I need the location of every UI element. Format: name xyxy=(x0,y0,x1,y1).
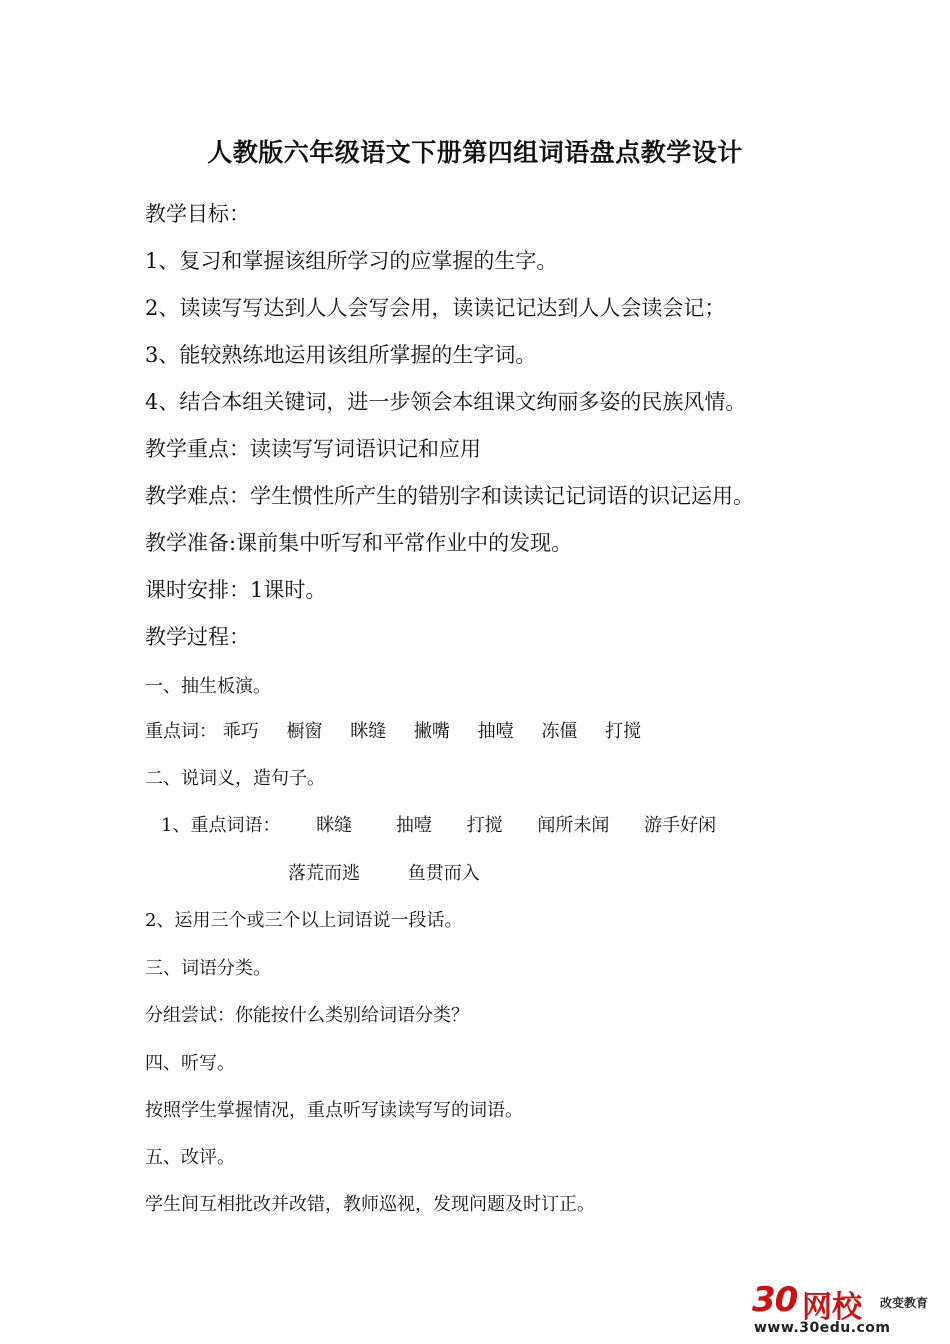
goal-item-1: 1、复习和掌握该组所学习的应掌握的生字。 xyxy=(145,249,558,273)
word-item: 橱窗 xyxy=(286,721,323,742)
goal-item-4: 4、结合本组关键词，进一步领会本组课文绚丽多姿的民族风情。 xyxy=(145,390,747,414)
step1-words-row xyxy=(145,717,641,743)
word-item: 抽噎 xyxy=(395,815,432,836)
logo-name: 网校 xyxy=(802,1290,862,1325)
word-item: 闻所未闻 xyxy=(537,815,610,836)
step3-heading: 三、词语分类。 xyxy=(145,958,271,979)
word-item: 游手好闲 xyxy=(644,815,717,836)
step5-heading: 五、改评。 xyxy=(145,1147,235,1168)
difficulties: 教学难点：学生惯性所产生的错别字和读读记记词语的识记运用。 xyxy=(145,484,754,508)
step2-label: 1、重点词语： xyxy=(161,815,281,836)
goal-item-2: 2、读读写写达到人人会写会用，读读记记达到人人会读会记； xyxy=(145,296,726,320)
word-item: 冻僵 xyxy=(541,721,578,742)
step5-text: 学生间互相批改并改错，教师巡视，发现问题及时订正。 xyxy=(145,1194,595,1215)
word-item: 打搅 xyxy=(605,721,642,742)
step2-heading: 二、说词义，造句子。 xyxy=(145,768,325,789)
goals-heading: 教学目标： xyxy=(145,202,250,226)
step4-text: 按照学生掌握情况，重点听写读读写写的词语。 xyxy=(145,1100,523,1121)
word-item: 乖巧 xyxy=(222,721,259,742)
word-item: 眯缝 xyxy=(350,721,387,742)
step3-text: 分组尝试：你能按什么类别给词语分类？ xyxy=(145,1005,469,1026)
word-item: 鱼贯而入 xyxy=(407,863,480,884)
step1-heading: 一、抽生板演。 xyxy=(145,676,271,697)
word-item: 打搅 xyxy=(466,815,503,836)
step1-label: 重点词： xyxy=(145,721,217,742)
preparation: 教学准备:课前集中听写和平常作业中的发现。 xyxy=(145,531,573,555)
document-title: 人教版六年级语文下册第四组词语盘点教学设计 xyxy=(207,138,743,167)
logo-url: www.30edu.com xyxy=(754,1320,891,1336)
process-heading: 教学过程： xyxy=(145,625,250,649)
word-item: 落荒而逃 xyxy=(288,863,360,884)
schedule: 课时安排：1课时。 xyxy=(145,578,327,602)
key-points: 教学重点：读读写写词语识记和应用 xyxy=(145,437,481,461)
word-item: 抽噎 xyxy=(477,721,514,742)
word-item: 眯缝 xyxy=(316,815,353,836)
logo-number: 30 xyxy=(752,1280,798,1320)
site-logo xyxy=(752,1280,942,1336)
logo-slogan: 改变教育 xyxy=(880,1296,929,1310)
step2-words-row-2 xyxy=(288,859,480,885)
goal-item-3: 3、能较熟练地运用该组所掌握的生字词。 xyxy=(145,343,537,367)
step2-words-row-1 xyxy=(161,811,716,837)
step4-heading: 四、听写。 xyxy=(145,1053,235,1074)
step2-item-2: 2、运用三个或三个以上词语说一段话。 xyxy=(145,910,463,931)
word-item: 撇嘴 xyxy=(413,721,450,742)
